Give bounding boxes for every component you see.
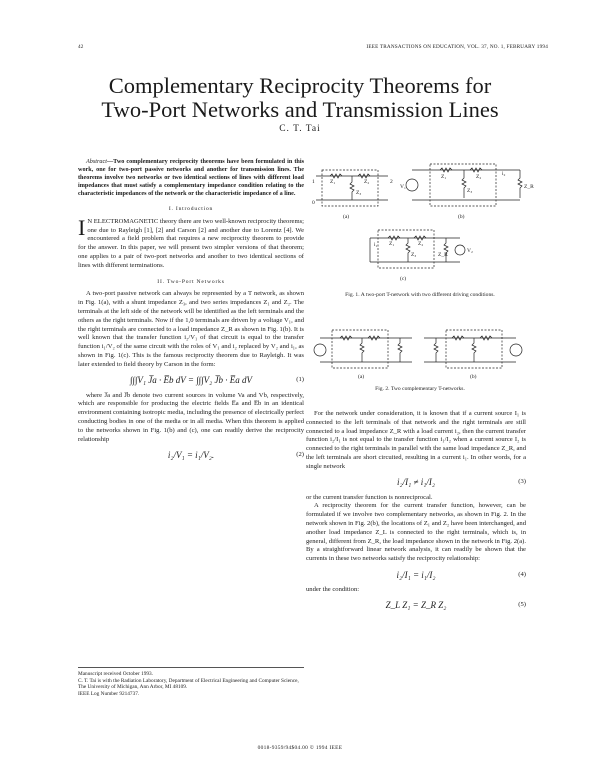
fig1b-z3-resistor (462, 170, 466, 198)
fig1c-z3: Z₃ (411, 252, 417, 258)
right-paragraph-4: under the condition: (306, 585, 360, 593)
fig2a-circuit (314, 330, 412, 368)
equation-5-body: Z_L Z₁ = Z_R Z₂ (385, 600, 447, 611)
figure-1-caption: Fig. 1. A two-port T-network with two different driving conditions. (345, 292, 495, 298)
fig1c-zr: Z_R (438, 252, 448, 258)
copyright-footer: 0018-9359/94$04.00 © 1994 IEEE (257, 745, 343, 751)
fig1b-zr-resistor (518, 170, 522, 198)
equation-4-number: (4) (518, 570, 526, 578)
fig1c-z1: Z₁ (389, 241, 395, 247)
footnote-affiliation: C. T. Tai is with the Radiation Laboratory, Department of Electrical Engineering and Computer Science, The University of Michigan, Ann Arbor, MI 48109. (78, 677, 299, 691)
fig1a-z3-resistor (350, 176, 354, 200)
abstract-text: —Two complementary reciprocity theorems have been formulated in this work, one for two-port passive networks and another for transmission lines. The theorems involve two networks or two identical sections of lines with different load impedances that must satisfy a complementary impedance condition relating to the characteristic impedances of the network or the characteristic impedance of a line. (78, 158, 304, 197)
fig1a-z2: Z₂ (364, 179, 370, 185)
fig2a-current-source (314, 344, 326, 356)
intro-text: N ELECTROMAGNETIC theory there are two well-known reciprocity theorems; one due to Rayleigh [1], [2] and Carson [2] and another due to Lorentz [4]. We encountered a field problem that requires a new reciprocity theorem to provide for the answer. In this paper, we will present two simpler versions of that theorem; one applies to a pair of two-port networks and another to two identical sections of lines with different terminations. (78, 217, 304, 269)
author: C. T. Tai (279, 124, 321, 134)
footnote-received: Manuscript received October 1993. (78, 671, 154, 677)
fig1b-i2: i₂ (502, 171, 506, 177)
fig1b-z1: Z₁ (441, 174, 447, 180)
fig1b-z3: Z₃ (467, 188, 473, 194)
equation-4-body: i₂/I₁ = i₁/I₂ (396, 569, 436, 580)
page-number: 42 (78, 44, 84, 50)
right-paragraph-3: A reciprocity theorem for the current transfer function, however, can be formulated if we involve two complementary networks, as shown in Fig. 2. In the network shown in Fig. 2(b), the locations of Z₁ and Z₂ have been interchanged, and another load impedance Z_L is connected to the right terminals, which is, in general, different from Z_R, the load impedance shown in the network in Fig. 2(a). By a straightforward linear network analysis, it can readily be shown that the currents in these two networks satisfy the reciprocity relationship: (306, 502, 526, 563)
fig1a-z3: Z₃ (356, 190, 362, 196)
footnote-log-number: IEEE Log Number 9214737. (78, 690, 140, 697)
section-heading-introduction: I. Introduction (168, 206, 214, 212)
fig1c-zr-resistor (444, 238, 448, 262)
equation-5-number: (5) (518, 601, 526, 609)
journal-name: IEEE TRANSACTIONS ON EDUCATION, VOL. 37, NO. 1, FEBRUARY 1994 (366, 44, 548, 50)
equation-3-body: i₂/I₁ ≠ i₁/I₂ (397, 477, 435, 488)
right-paragraph-1: For the network under consideration, it is known that if a current source I₁ is connected to the left terminals of that network and the right terminals are still connected to a load impedance Z_R with a load current i₂, then the current transfer function i₂/I₁ is not equal to the transfer function i₁/I₂ when a current source I₂ is connected to the right terminals in parallel with the same load impedance Z_R, and the left terminals are short circuited, resulting in a current i₁. In other words, for a single network (306, 410, 526, 470)
abstract-label: Abstract (86, 158, 107, 165)
title-line-2: Two-Port Networks and Transmission Lines (101, 97, 499, 122)
fig1c-v2: V₂ (467, 248, 473, 254)
fig1b-zr: Z_R (524, 184, 534, 190)
fig2b-current-source (510, 344, 522, 356)
title-line-1: Complementary Reciprocity Theorems for (108, 73, 492, 98)
fig1b-v1: V₁ (400, 184, 406, 190)
fig1c-z2: Z₂ (418, 241, 424, 247)
section-heading-two-port: II. Two-Port Networks (157, 278, 225, 285)
fig1b-z2: Z₂ (476, 174, 482, 180)
fig2a-label: (a) (358, 374, 365, 380)
fig1a-z1: Z₁ (330, 179, 336, 185)
section2-paragraph-1: A two-port passive network can always be represented by a T network, as shown in Fig. 1(a), with a shunt impedance Z₃, and two series impedances Z₁ and Z₂. The terminals at the left side of the network will be identified as the left terminals and the others as the right terminals. Now if the 1,0 terminals are driven by a voltage V₁, and the right terminals are connected to a load impedance Z_R as shown in Fig. 1(b). It is well known that the transfer function i₂/V₁ of that circuit is equal to the transfer function i₁/V₂ of the same circuit with the roles of V₁ and i₂ replaced by V₂ and i₁, as shown in Fig. 1(c). This is the famous reciprocity theorem due to Rayleigh. It was later extended to field theory by Carson in the form: (78, 290, 304, 368)
fig1b-label: (b) (458, 214, 465, 220)
fig1a-label: (a) (343, 214, 350, 220)
equation-1-number: (1) (296, 376, 304, 384)
fig1a-label-1: 1 (312, 179, 315, 185)
equation-2-number: (2) (296, 450, 304, 458)
fig1c-source (455, 245, 465, 255)
equation-3-number: (3) (518, 478, 526, 486)
fig1a-label-2: 2 (390, 179, 393, 185)
equation-1-body: ∫∫∫V₁ J̅a · E̅b dV = ∫∫∫V₂ J̅b · E̅a dV (130, 375, 252, 386)
equation-2-body: i₂/V₁ = i₁/V₂. (167, 449, 215, 460)
fig1c-circuit (370, 230, 465, 268)
fig2b-circuit (424, 330, 522, 368)
section2-paragraph-2: where J̅a and J̅b denote two current sources in volume Va and Vb, respectively, which are responsible for producing the electric fields E̅a and E̅b in an identical environment containing isotropic media, including the presence of electrically perfect conducting bodies in one of the media or in all media. When this theorem is applied to the networks shown in Fig. 1(b) and (c), one can readily derive the reciprocity relationship (78, 391, 304, 443)
figure-2-caption: Fig. 2. Two complementary T-networks. (375, 386, 465, 392)
fig2a-zr-resistor (398, 338, 402, 362)
equation-4 (306, 564, 526, 586)
right-column (306, 410, 526, 617)
fig1c-i1: i₁ (374, 242, 378, 248)
equation-5 (306, 595, 526, 617)
fig2b-label: (b) (470, 374, 477, 380)
equation-3 (306, 472, 526, 494)
fig2a-z3-resistor (360, 338, 364, 362)
fig2b-zl-resistor (434, 338, 438, 362)
fig1a-label-0: 0 (312, 200, 315, 206)
fig1a-circuit (316, 170, 388, 206)
fig1b-source (406, 179, 418, 191)
fig2b-z3-resistor (472, 338, 476, 362)
fig1c-label: (c) (400, 276, 407, 282)
right-paragraph-2: or the current transfer function is nonreciprocal. (306, 493, 433, 501)
fig1c-z3-resistor (406, 238, 410, 262)
drop-cap: I (78, 214, 86, 240)
